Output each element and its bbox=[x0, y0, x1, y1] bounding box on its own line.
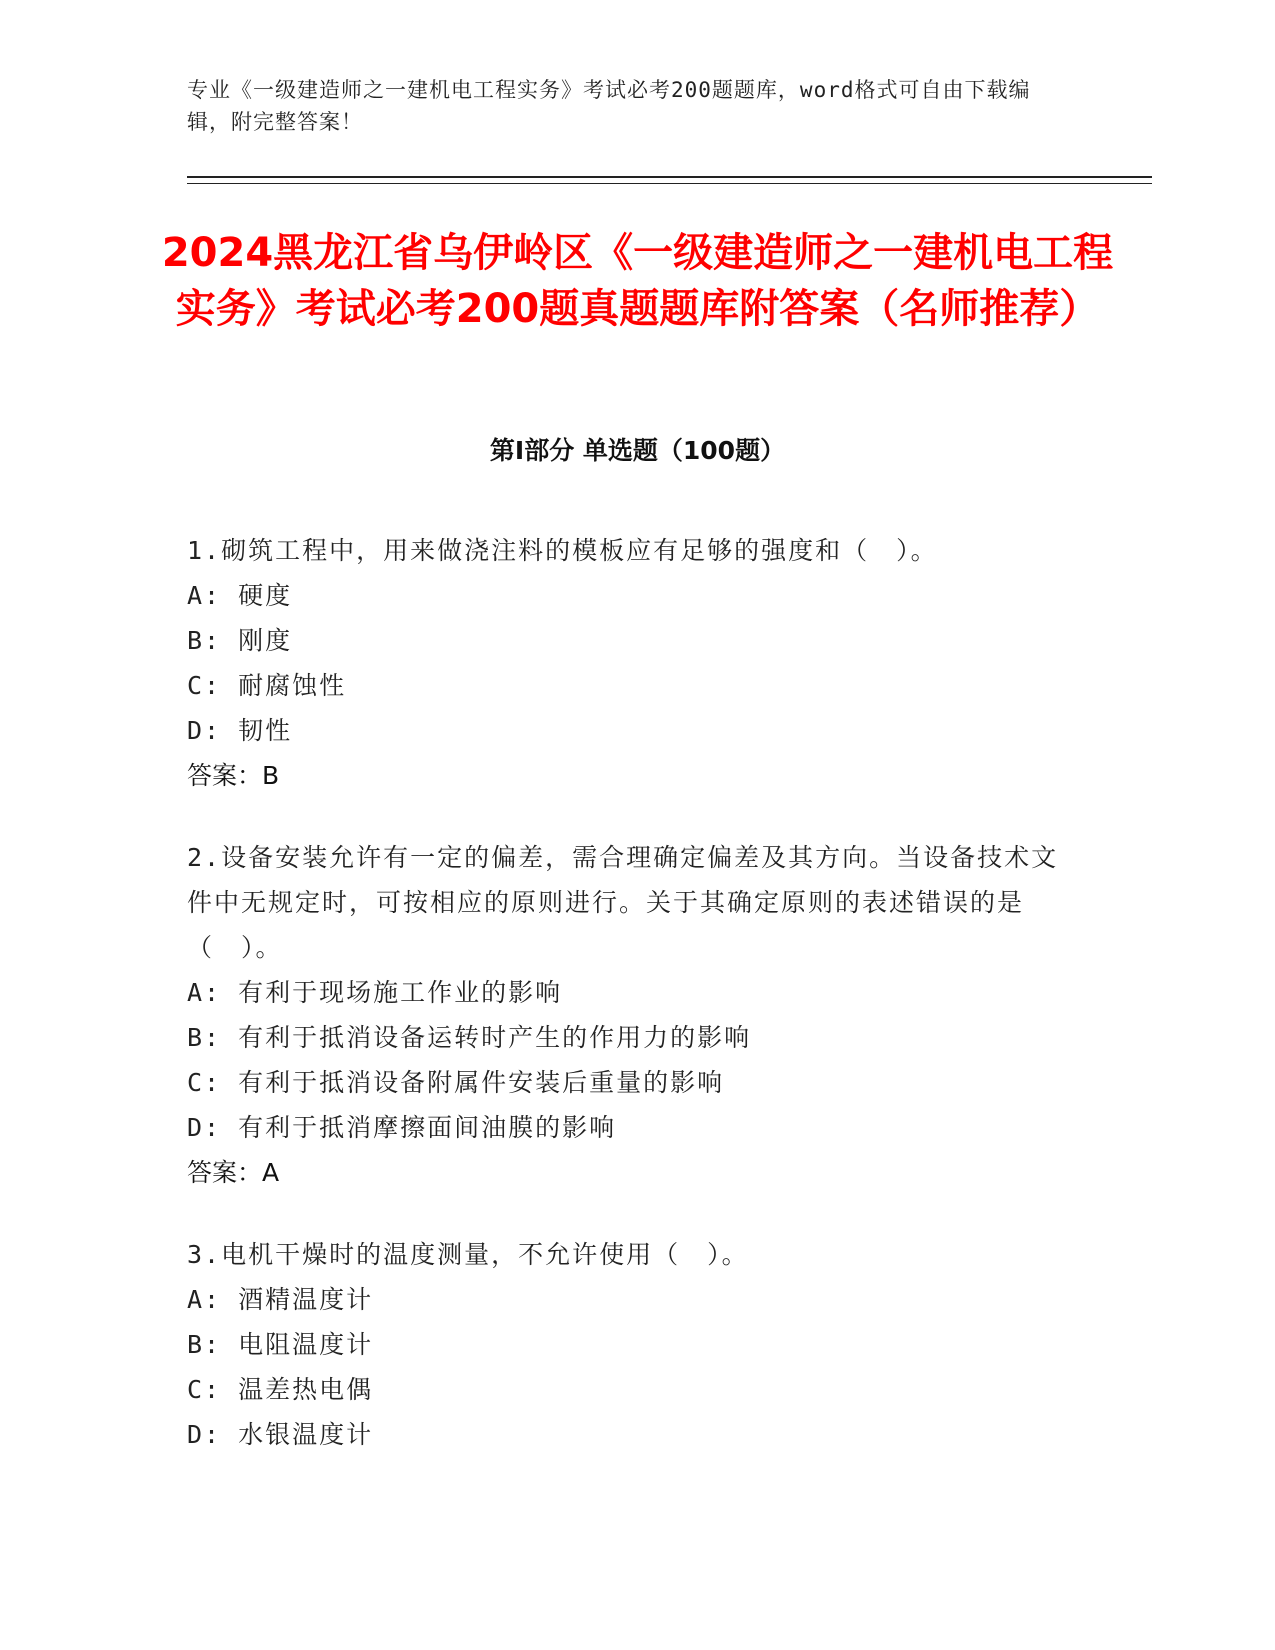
option-a: A: 有利于现场施工作业的影响 bbox=[187, 978, 563, 1007]
option-c: C: 耐腐蚀性 bbox=[187, 671, 347, 700]
question-2 bbox=[187, 835, 1067, 1195]
header-divider-thin bbox=[187, 183, 1152, 184]
option-b: B: 电阻温度计 bbox=[187, 1330, 374, 1359]
answer: 答案：A bbox=[187, 1158, 280, 1187]
option-b: B: 有利于抵消设备运转时产生的作用力的影响 bbox=[187, 1023, 752, 1052]
option-d: D: 水银温度计 bbox=[187, 1420, 374, 1449]
question-stem: 2.设备安装允许有一定的偏差，需合理确定偏差及其方向。当设备技术文件中无规定时，可按相应的原则进行。关于其确定原则的表述错误的是（ ）。 bbox=[187, 843, 1059, 962]
option-d: D: 有利于抵消摩擦面间油膜的影响 bbox=[187, 1113, 617, 1142]
option-d: D: 韧性 bbox=[187, 716, 293, 745]
question-3 bbox=[187, 1232, 1067, 1457]
option-c: C: 有利于抵消设备附属件安装后重量的影响 bbox=[187, 1068, 725, 1097]
question-1 bbox=[187, 528, 1067, 798]
section-title: 第I部分 单选题（100题） bbox=[489, 436, 786, 465]
question-stem: 1.砌筑工程中，用来做浇注料的模板应有足够的强度和（ ）。 bbox=[187, 536, 938, 565]
option-b: B: 刚度 bbox=[187, 626, 293, 655]
option-a: A: 硬度 bbox=[187, 581, 293, 610]
document-title: 2024黑龙江省乌伊岭区《一级建造师之一建机电工程实务》考试必考200题真题题库附答案（名师推荐） bbox=[161, 230, 1114, 332]
option-a: A: 酒精温度计 bbox=[187, 1285, 374, 1314]
header-divider-thick bbox=[187, 176, 1152, 178]
answer: 答案：B bbox=[187, 761, 280, 790]
question-stem: 3.电机干燥时的温度测量，不允许使用（ ）。 bbox=[187, 1240, 749, 1269]
header-note: 专业《一级建造师之一建机电工程实务》考试必考200题题库，word格式可自由下载编辑，附完整答案！ bbox=[187, 78, 1031, 134]
question-list bbox=[187, 528, 1067, 1494]
option-c: C: 温差热电偶 bbox=[187, 1375, 374, 1404]
